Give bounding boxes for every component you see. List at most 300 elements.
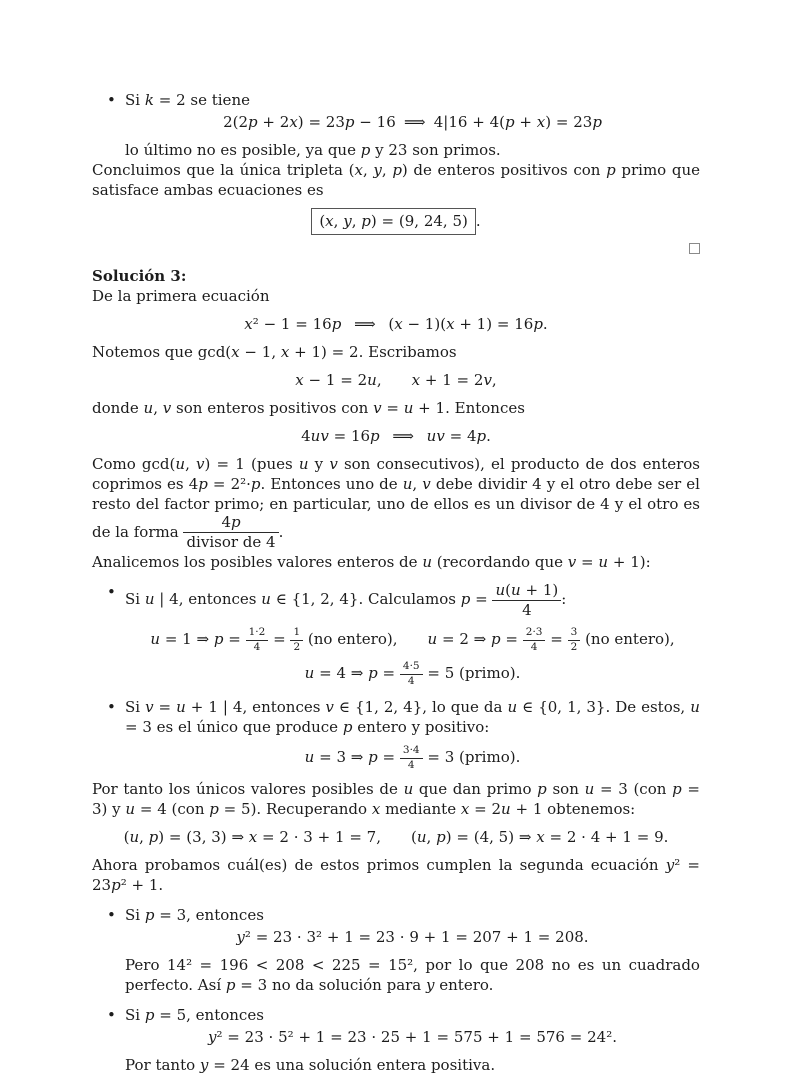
math-variable: u xyxy=(144,590,155,609)
math-run: 2(2p + 2x) = 23p − 16 xyxy=(223,113,396,131)
text-run: Si xyxy=(125,91,145,109)
math-variable: k xyxy=(144,91,154,109)
math-variable: y xyxy=(343,212,352,230)
math-variable: u xyxy=(426,427,437,445)
math-variable: x xyxy=(289,113,298,131)
text-run: mediante xyxy=(380,800,461,819)
qed-marker xyxy=(92,243,700,254)
bullet-item xyxy=(92,697,700,737)
block-content xyxy=(92,343,457,361)
math-run: v = u + 1 | 4 xyxy=(145,698,243,717)
math-run: u(u + 1) xyxy=(495,580,559,599)
text-run: , entonces xyxy=(242,698,326,717)
display-equation xyxy=(92,370,700,390)
text-run: , entonces xyxy=(178,590,262,609)
math-variable: x xyxy=(325,212,334,230)
display-equation xyxy=(125,927,700,947)
text-run: Por tanto xyxy=(125,1056,200,1075)
math-run: 4 xyxy=(522,600,532,619)
math-variable: u xyxy=(598,552,609,571)
math-variable: p xyxy=(491,630,501,649)
math-variable: u xyxy=(298,455,309,473)
math-variable: p xyxy=(370,427,380,445)
math-variable: u xyxy=(175,455,186,473)
fraction xyxy=(492,582,561,620)
math-variable: x xyxy=(536,828,545,847)
fraction-numerator xyxy=(183,514,278,532)
math-variable: u xyxy=(690,698,700,717)
math-variable: v xyxy=(422,475,431,493)
math-run: 4 xyxy=(253,640,261,653)
math-variable: v xyxy=(436,427,445,445)
block-content xyxy=(92,287,270,305)
text-run: es el único que produce xyxy=(151,718,343,737)
math-variable: v xyxy=(483,371,492,389)
math-run: u ∈ {1, 2, 4} xyxy=(261,590,359,609)
block-content xyxy=(208,1028,617,1046)
text-run: , entonces xyxy=(186,1006,264,1025)
text-run: De la primera ecuación xyxy=(92,287,270,305)
text-run: (no entero), xyxy=(303,630,398,649)
fraction-numerator xyxy=(492,582,561,600)
bullet-icon: • xyxy=(107,582,116,601)
math-run: 4|16 + 4(p + x) = 23p xyxy=(433,113,602,131)
text-run: (con xyxy=(166,800,210,819)
fraction xyxy=(523,627,546,653)
paragraph xyxy=(92,342,700,362)
display-equation xyxy=(125,627,700,653)
math-run: (u, v) = 1 xyxy=(169,455,245,473)
math-variable: p xyxy=(230,513,241,531)
math-variable: x xyxy=(280,343,290,361)
math-run: x − 1 = 2u, xyxy=(295,371,382,389)
text-run: y 23 son primos. xyxy=(370,141,501,159)
display-equation xyxy=(92,208,700,235)
display-equation xyxy=(125,745,700,771)
math-variable: v xyxy=(320,427,329,445)
block-content xyxy=(125,1056,495,1074)
block-content xyxy=(150,626,675,653)
math-variable: p xyxy=(606,161,616,179)
math-variable: p xyxy=(144,906,155,925)
math-run xyxy=(537,780,547,798)
bullet-item xyxy=(92,90,700,110)
display-equation xyxy=(92,827,700,847)
bullet-icon: • xyxy=(107,91,116,109)
math-run: 3·4 xyxy=(402,744,420,757)
math-variable: p xyxy=(111,876,121,895)
text-run: Notemos que gcd xyxy=(92,343,226,361)
math-run: uv = 4p. xyxy=(426,427,491,445)
math-variable: y xyxy=(373,161,382,179)
math-variable: x xyxy=(354,161,363,179)
math-variable: p xyxy=(248,113,258,131)
text-run: obtenemos: xyxy=(542,800,636,819)
math-run: (x, y, p) = (9, 24, 5) xyxy=(319,212,468,230)
text-run: Como gcd xyxy=(92,455,170,473)
math-variable: v xyxy=(329,455,338,473)
math-variable: u xyxy=(403,780,414,799)
math-variable: p xyxy=(361,212,371,230)
block-content xyxy=(92,455,701,552)
math-run: = xyxy=(550,630,563,649)
fraction-denominator xyxy=(290,640,303,654)
fraction-numerator xyxy=(568,627,581,640)
block-content xyxy=(92,780,700,818)
paragraph xyxy=(92,286,700,306)
text-run: . Escribamos xyxy=(358,343,457,361)
text-run: Concluimos que la única tripleta xyxy=(92,161,349,179)
math-run: 2·3 xyxy=(525,626,543,638)
math-run: p = 5 xyxy=(209,800,251,819)
math-run xyxy=(422,553,432,571)
block-content xyxy=(92,399,525,417)
text-run: Si xyxy=(125,1006,145,1025)
bullet-icon: • xyxy=(107,1006,116,1025)
math-run: y² = 23 · 3² + 1 = 23 · 9 + 1 = 207 + 1 = 208. xyxy=(236,928,589,947)
math-variable: p xyxy=(476,427,487,445)
text-run: (primo). xyxy=(454,748,521,767)
math-run: u = 3 xyxy=(125,698,700,737)
block-content xyxy=(223,113,602,131)
math-variable: x xyxy=(411,371,421,389)
math-variable: u xyxy=(501,800,511,819)
text-run: Si xyxy=(125,906,145,925)
math-variable: p xyxy=(537,780,547,799)
boxed-answer xyxy=(311,208,476,235)
math-variable: v xyxy=(325,698,334,717)
math-variable: p xyxy=(148,828,159,847)
math-variable: u xyxy=(310,427,321,445)
math-run: u = 2 ⇒ p = xyxy=(427,630,518,649)
text-run: (primo). xyxy=(454,664,521,683)
math-run: y = 24 xyxy=(199,1056,250,1075)
text-run: , lo que da xyxy=(422,698,508,717)
text-run: , entonces xyxy=(186,906,264,925)
math-variable: u xyxy=(584,780,595,799)
text-run: entero y positivo: xyxy=(352,718,490,737)
text-run: , por lo que 208 no es un cuadrado perfecto. Así xyxy=(125,956,700,995)
math-run: 4 xyxy=(407,674,415,687)
block-content xyxy=(92,161,700,199)
fraction-denominator xyxy=(400,674,423,688)
bullet-icon: • xyxy=(107,906,116,925)
text-run: . Calculamos xyxy=(358,590,461,609)
math-run: (x − 1)(x + 1) = 16p. xyxy=(388,315,548,333)
block-content xyxy=(124,828,669,846)
block-content xyxy=(92,856,700,894)
block-content xyxy=(125,906,264,924)
fraction-numerator xyxy=(400,661,423,674)
math-variable: u xyxy=(150,630,161,649)
text-run: no da solución para xyxy=(267,976,427,995)
block-content xyxy=(304,660,521,687)
math-run: 2 xyxy=(293,640,301,653)
math-variable: x xyxy=(394,315,403,333)
math-run: 4 xyxy=(407,758,415,771)
fraction xyxy=(400,745,423,771)
display-equation xyxy=(92,426,700,446)
block-content xyxy=(92,267,186,285)
math-run: 3 xyxy=(570,626,578,638)
block-content xyxy=(236,928,588,946)
math-variable: y xyxy=(236,928,245,947)
fraction xyxy=(183,514,278,552)
math-variable: p xyxy=(592,113,602,131)
paragraph xyxy=(92,552,700,572)
text-run: ): xyxy=(639,552,651,571)
math-run: u = 3 xyxy=(584,780,628,799)
math-variable: u xyxy=(125,800,136,819)
math-run: 1 xyxy=(293,626,301,638)
paragraph xyxy=(92,779,700,819)
math-run: x² − 1 = 16p xyxy=(244,315,342,333)
math-variable: x xyxy=(231,343,240,361)
text-run: Por tanto los únicos valores posibles de xyxy=(92,780,404,799)
block-content xyxy=(125,91,250,109)
text-run: divisor de 4 xyxy=(186,533,276,552)
fraction-numerator xyxy=(246,627,269,640)
math-run: 4p = 2²·p xyxy=(188,475,261,493)
math-run xyxy=(361,141,371,159)
indented-paragraph xyxy=(125,955,700,995)
bullet-item xyxy=(92,1005,700,1025)
text-run: son enteros positivos con xyxy=(171,399,374,417)
block-content xyxy=(125,956,700,994)
math-variable: p xyxy=(331,315,342,333)
math-variable: p xyxy=(533,315,543,333)
text-run: Si xyxy=(125,698,146,717)
math-variable: u xyxy=(367,371,377,389)
math-run: (x, y, p) xyxy=(348,161,408,179)
math-run: 2 xyxy=(570,640,578,653)
block-content xyxy=(301,427,491,445)
indented-paragraph xyxy=(125,1055,700,1075)
math-variable: y xyxy=(199,1056,209,1075)
math-run xyxy=(329,455,337,473)
math-run: 4 xyxy=(530,640,538,653)
math-run: x + 1 = 2v, xyxy=(411,371,497,389)
math-variable: p xyxy=(436,828,446,847)
bullet-item xyxy=(92,905,700,925)
math-variable: y xyxy=(665,856,675,875)
text-run: (pues xyxy=(244,455,299,473)
fraction-denominator xyxy=(183,532,278,551)
math-run: = 5 xyxy=(427,664,455,683)
bullet-item xyxy=(92,582,700,620)
math-variable: u xyxy=(403,399,414,417)
section-heading xyxy=(92,266,700,286)
fraction-numerator xyxy=(523,627,546,640)
math-variable: u xyxy=(261,590,271,609)
math-variable: p xyxy=(250,475,261,493)
text-run: . Entonces xyxy=(445,399,525,417)
math-variable: v xyxy=(196,455,205,473)
math-run xyxy=(606,161,616,179)
math-run: y² = 23p² + 1 xyxy=(92,856,700,895)
bullet-icon: • xyxy=(107,698,116,717)
math-variable: u xyxy=(402,475,413,493)
fraction xyxy=(246,627,269,653)
text-run: . De estos, xyxy=(605,698,691,717)
fraction-denominator xyxy=(246,640,269,654)
math-run: p = 3 xyxy=(144,906,187,925)
math-run: (u, p) = (3, 3) ⇒ x = 2 · 3 + 1 = 7, xyxy=(123,828,381,847)
math-run: u, v xyxy=(402,475,431,493)
qed-icon xyxy=(689,243,700,254)
math-run xyxy=(404,780,414,798)
math-run: = xyxy=(273,630,286,649)
math-variable: v xyxy=(373,399,382,417)
text-run: donde xyxy=(92,399,144,417)
math-variable: p xyxy=(460,590,471,609)
block-content xyxy=(311,212,480,230)
fraction xyxy=(400,661,423,687)
text-run: Solución 3: xyxy=(92,267,187,285)
math-variable: p xyxy=(368,748,378,767)
text-run: . Entonces uno de xyxy=(260,475,403,493)
math-variable: u xyxy=(304,664,315,683)
text-run: lo último no es posible, ya que xyxy=(125,141,361,159)
math-run: (x − 1, x + 1) = 2 xyxy=(225,343,359,361)
math-variable: p xyxy=(198,475,208,493)
math-variable: p xyxy=(342,718,353,737)
text-run: (no entero), xyxy=(580,630,675,649)
math-run: u ∈ {0, 1, 3} xyxy=(507,698,606,717)
math-variable: y xyxy=(208,1028,217,1047)
math-variable: u xyxy=(495,580,506,599)
block-content xyxy=(244,315,547,333)
math-run: (u, p) = (4, 5) ⇒ x = 2 · 4 + 1 = 9. xyxy=(411,828,669,847)
math-run: u | 4 xyxy=(144,590,179,609)
display-equation xyxy=(92,314,700,334)
math-run: u = 4 xyxy=(125,800,167,819)
math-run: ⟹ xyxy=(403,113,426,131)
math-variable: u xyxy=(304,748,315,767)
math-variable: x xyxy=(371,800,381,819)
text-run: y xyxy=(308,455,330,473)
math-variable: x xyxy=(460,800,470,819)
fraction-numerator xyxy=(290,627,303,640)
block-content xyxy=(92,553,651,571)
math-run xyxy=(343,718,353,736)
text-run: Ahora probamos cuál(es) de estos primos cumplen la segunda ecuación xyxy=(92,856,666,875)
math-variable: p xyxy=(368,664,378,683)
math-run: 4·5 xyxy=(402,660,420,673)
text-run: . xyxy=(278,522,284,541)
text-run: entero. xyxy=(434,976,494,995)
math-run: = 3 xyxy=(427,748,455,767)
text-run: . xyxy=(158,876,164,895)
block-content xyxy=(295,371,496,389)
math-run: k = 2 xyxy=(144,91,186,109)
text-run: Si xyxy=(125,590,145,609)
math-run: u = 4 ⇒ p = xyxy=(304,664,396,683)
paragraph xyxy=(92,398,700,418)
text-run: de enteros positivos con xyxy=(407,161,607,179)
math-variable: u xyxy=(507,698,518,717)
math-variable: u xyxy=(427,630,438,649)
math-run: 14² = 196 < 208 < 225 = 15² xyxy=(166,956,414,975)
block-content xyxy=(125,1006,264,1024)
math-variable: u xyxy=(129,828,140,847)
math-variable: v xyxy=(162,399,172,417)
math-variable: p xyxy=(209,800,219,819)
math-run: u = 3 ⇒ p = xyxy=(304,748,396,767)
math-variable: p xyxy=(360,141,371,159)
math-variable: p xyxy=(392,161,402,179)
math-variable: x xyxy=(248,828,258,847)
math-run: 4uv = 16p xyxy=(301,427,380,445)
fraction xyxy=(568,627,581,653)
math-run: p = xyxy=(460,590,488,609)
math-variable: p xyxy=(144,1006,155,1025)
fraction-numerator xyxy=(400,745,423,758)
text-run: son xyxy=(546,780,585,799)
block-content xyxy=(125,580,567,619)
block-content xyxy=(304,744,521,771)
math-variable: y xyxy=(426,976,435,995)
math-variable: p xyxy=(505,113,515,131)
math-run: x = 2u + 1 xyxy=(460,800,543,819)
math-run: p = 5 xyxy=(144,1006,187,1025)
math-run: v = u + 1 xyxy=(567,552,640,571)
math-run xyxy=(299,455,309,473)
math-run: 1·2 xyxy=(248,626,266,638)
display-equation xyxy=(125,112,700,132)
text-run: ) y xyxy=(101,800,126,819)
math-variable: x xyxy=(446,315,455,333)
text-run: . xyxy=(475,212,481,230)
document-page xyxy=(92,0,700,1075)
math-run: p = 3 xyxy=(92,780,700,819)
math-variable: x xyxy=(244,315,253,333)
math-variable: p xyxy=(344,113,355,131)
math-variable: x xyxy=(295,371,304,389)
math-run: 4p xyxy=(221,513,241,531)
math-variable: x xyxy=(536,113,546,131)
text-run: que dan primo xyxy=(413,780,538,799)
math-run: p = 3 xyxy=(225,976,268,995)
fraction-denominator xyxy=(492,600,561,619)
text-run: : xyxy=(561,590,567,609)
block-content xyxy=(125,141,501,159)
fraction-denominator xyxy=(568,640,581,654)
math-variable: u xyxy=(176,698,186,717)
text-run: Pero xyxy=(125,956,167,975)
text-run: es una solución entera positiva. xyxy=(249,1056,496,1075)
math-run: v ∈ {1, 2, 4} xyxy=(325,698,423,717)
fraction-denominator xyxy=(400,758,423,772)
math-variable: u xyxy=(416,828,427,847)
math-variable: v xyxy=(567,552,577,571)
math-run: y² = 23 · 5² + 1 = 23 · 25 + 1 = 575 + 1 = 576 = 24². xyxy=(208,1028,617,1047)
text-run: ). Recuperando xyxy=(250,800,372,819)
math-variable: v xyxy=(145,698,154,717)
text-run: debe dividir 4 y el otro debe ser el resto del factor primo; en particular, uno de ellos es un divisor de 4 y el otro es de la forma xyxy=(92,475,700,541)
text-run: primo que satisface ambas ecuaciones es xyxy=(92,161,700,199)
math-variable: u xyxy=(422,552,432,571)
math-variable: p xyxy=(672,780,682,799)
indented-paragraph xyxy=(125,140,700,160)
math-variable: p xyxy=(213,630,224,649)
paragraph xyxy=(92,855,700,895)
text-run: Analicemos los posibles valores enteros de xyxy=(92,552,423,571)
math-run: u = 1 ⇒ p = xyxy=(150,630,241,649)
math-run: u, v xyxy=(143,399,172,417)
math-run: ⟹ xyxy=(354,315,376,333)
block-content xyxy=(125,698,700,736)
